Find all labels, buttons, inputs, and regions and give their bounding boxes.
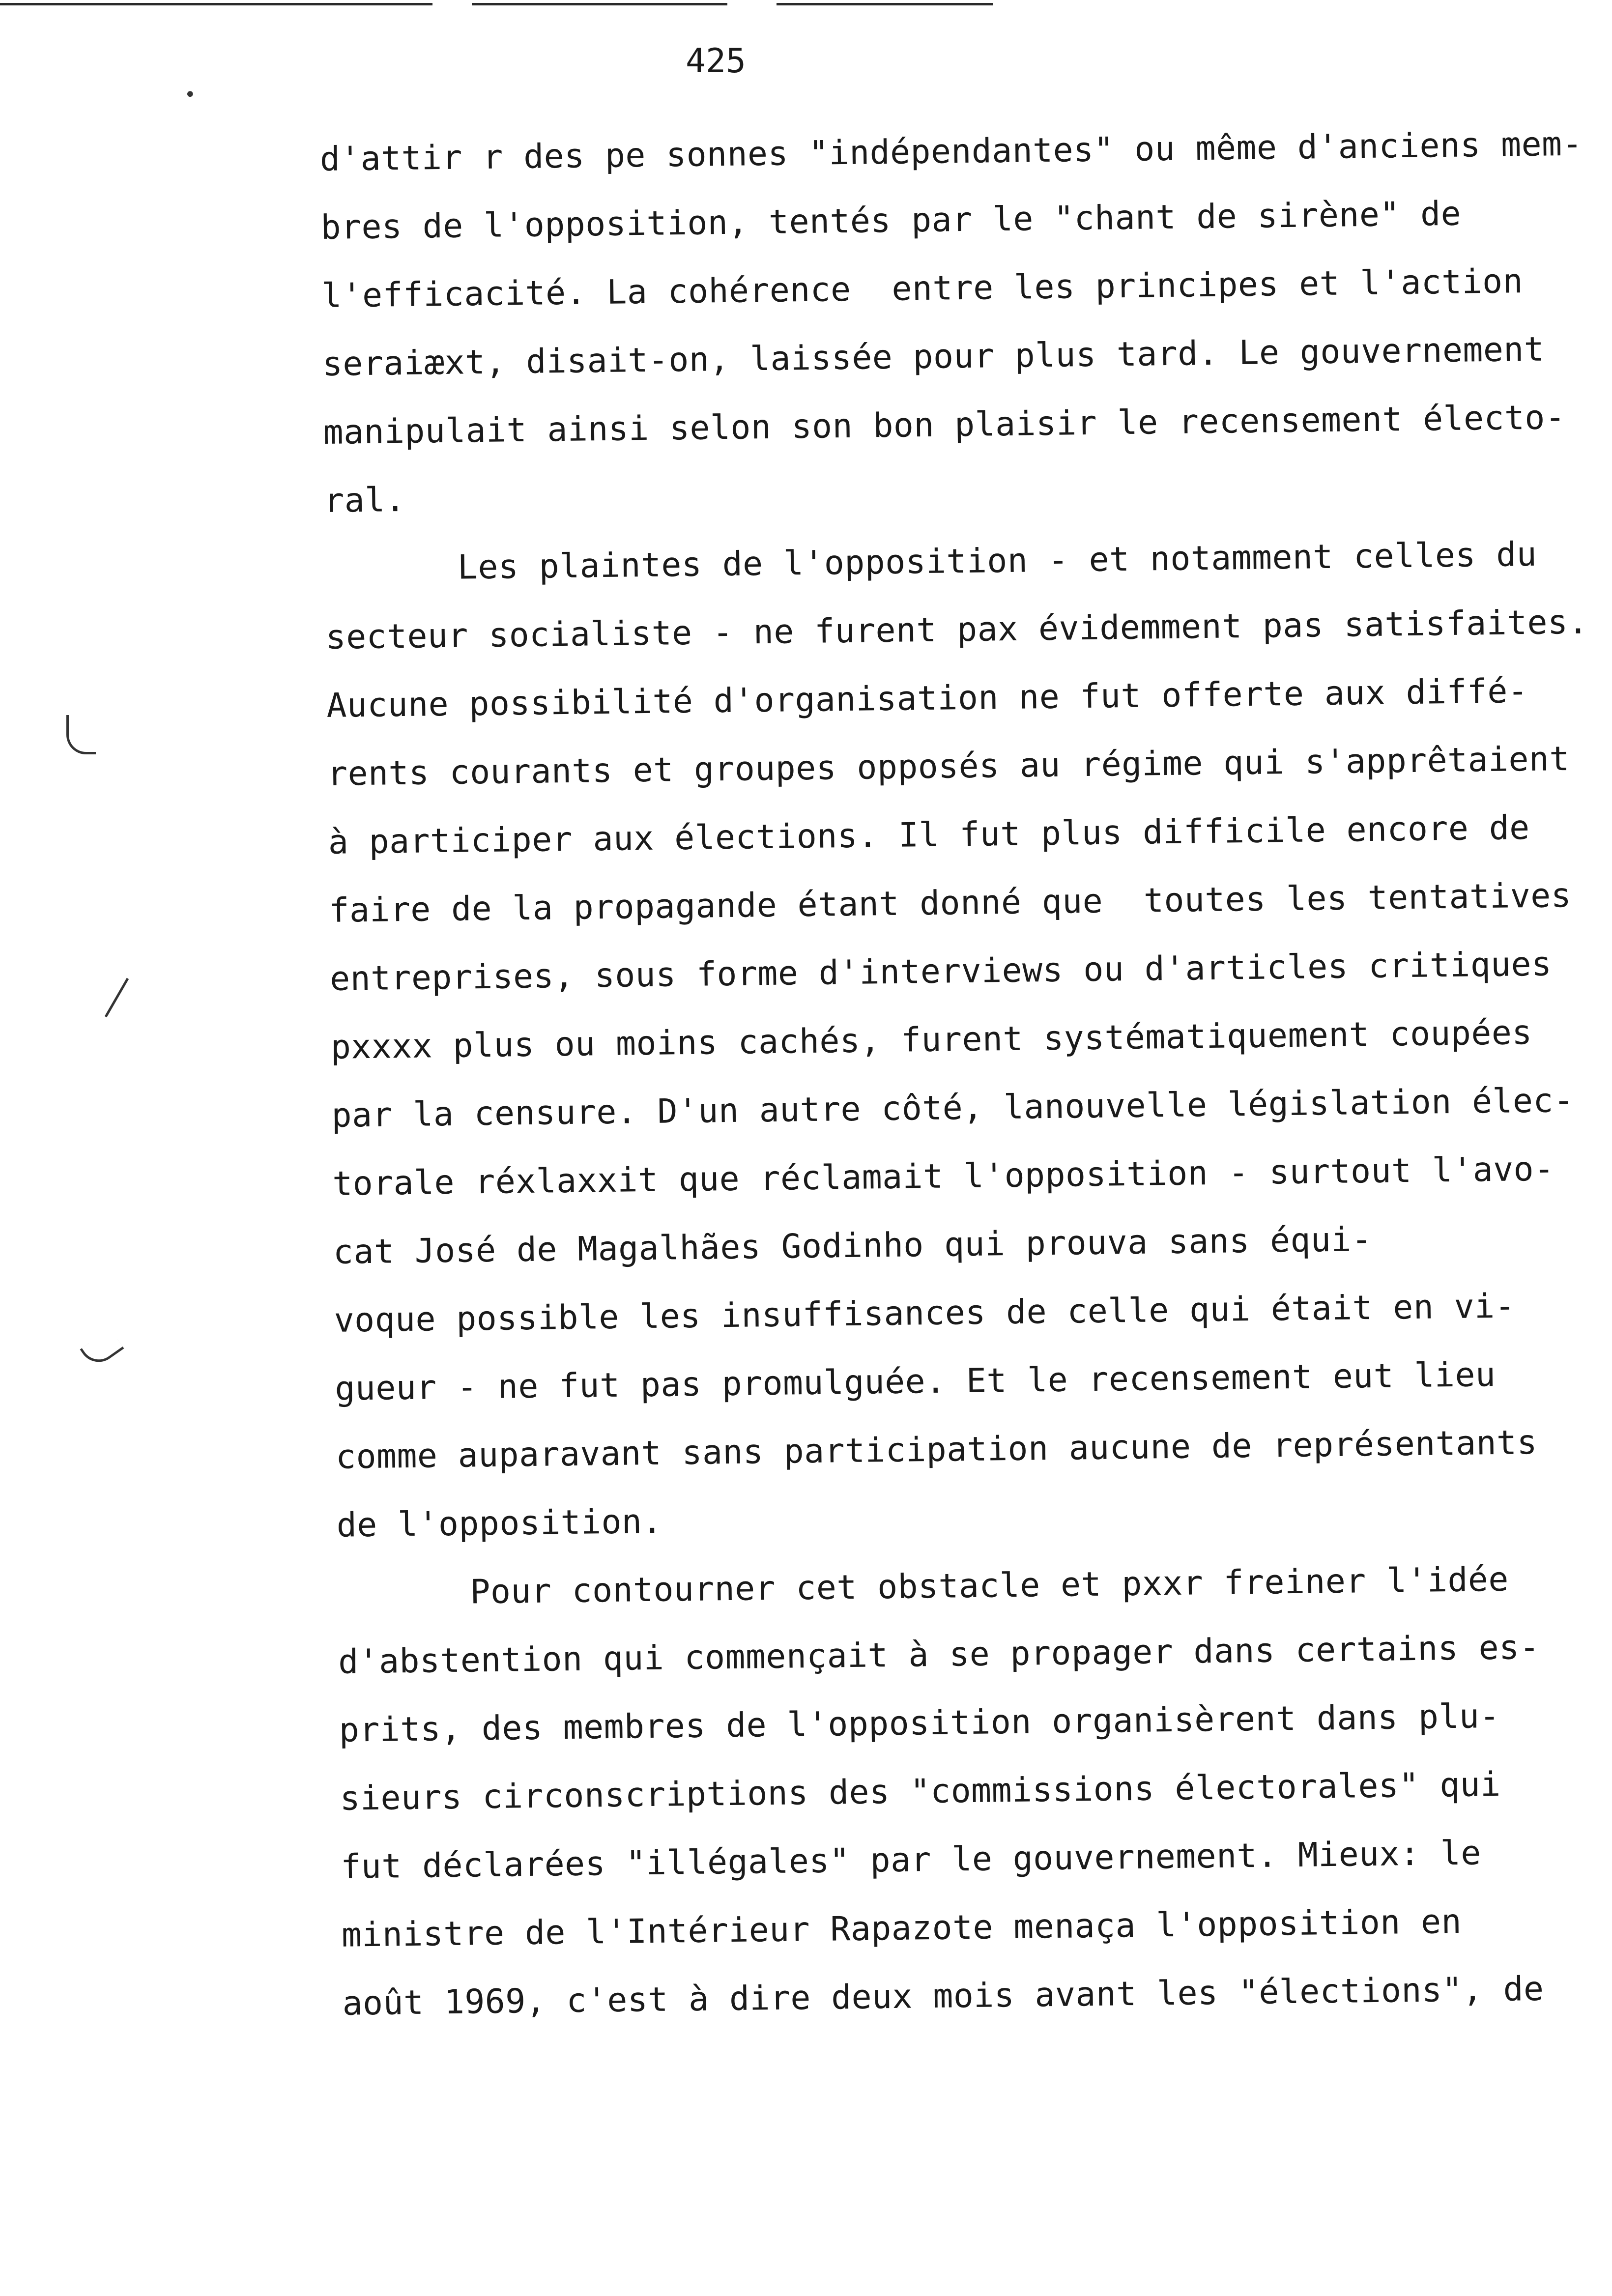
text-line: prits, des membres de l'opposition organisèrent dans plu- — [339, 1696, 1500, 1750]
top-rule — [777, 3, 993, 5]
text-line: faire de la propagande étant donné que toutes les tentatives — [329, 876, 1572, 930]
text-line: Aucune possibilité d'organisation ne fut offerte aux diffé- — [326, 672, 1528, 725]
text-line: gueur - ne fut pas promulguée. Et le recensement eut lieu — [334, 1355, 1496, 1408]
paragraph-2 — [324, 520, 1589, 1560]
text-line: comme auparavant sans participation aucune de représentants — [335, 1423, 1538, 1477]
text-line: pxxxx plus ou moins cachés, furent systématiquement coupées — [330, 1013, 1533, 1067]
paragraph-1 — [319, 110, 1583, 535]
text-line: Pour contourner cet obstacle et pxxr freiner l'idée — [470, 1560, 1509, 1612]
margin-stroke — [105, 978, 129, 1017]
top-rule — [472, 3, 727, 5]
text-line: à participer aux élections. Il fut plus difficile encore de — [328, 808, 1530, 862]
text-line: ministre de l'Intérieur Rapazote menaça l'opposition en — [341, 1902, 1462, 1955]
text-line: cat José de Magalhães Godinho qui prouva sans équi- — [333, 1220, 1372, 1272]
text-line: sieurs circonscriptions des "commissions électorales" qui — [340, 1765, 1501, 1818]
body-text — [319, 110, 1589, 2038]
text-line: bres de l'opposition, tentés par le "chant de sirène" de — [320, 194, 1462, 247]
margin-dot: • — [184, 84, 196, 106]
text-line: d'attir r des pe sonnes "indépendantes" ou même d'anciens mem- — [319, 124, 1583, 179]
text-line: d'abstention qui commençait à se propager dans certains es- — [338, 1628, 1540, 1682]
text-line: secteur socialiste - ne furent pax évidemment pas satisfaites. — [325, 603, 1589, 657]
text-line: entreprises, sous forme d'interviews ou d'articles critiques — [329, 945, 1552, 999]
top-rule — [0, 3, 432, 5]
text-line: de l'opposition. — [336, 1502, 663, 1545]
margin-bracket — [80, 1328, 124, 1370]
text-line: l'efficacité. La cohérence entre les principes et l'action — [321, 262, 1524, 316]
text-line: rents courants et groupes opposés au régime qui s'apprêtaient — [327, 740, 1570, 794]
text-line: août 1969, c'est à dire deux mois avant les "élections", de — [342, 1969, 1544, 2023]
page-number: 425 — [686, 42, 746, 81]
text-line: ral. — [323, 480, 406, 520]
text-line: seraiæxt, disait-on, laissée pour plus tard. Le gouvernement — [322, 330, 1545, 384]
text-line: fut déclarées "illégales" par le gouvernement. Mieux: le — [340, 1834, 1482, 1887]
margin-bracket — [66, 715, 96, 754]
text-line: torale réxlaxxit que réclamait l'opposition - surtout l'avo- — [332, 1149, 1554, 1204]
text-line: Les plaintes de l'opposition - et notamment celles du — [457, 535, 1537, 587]
text-line: par la censure. D'un autre côté, lanouvelle législation élec- — [331, 1081, 1574, 1135]
text-line: manipulait ainsi selon son bon plaisir le recensement électo- — [323, 398, 1566, 452]
text-line: voque possible les insuffisances de celle qui était en vi- — [334, 1287, 1516, 1340]
paragraph-3 — [337, 1545, 1582, 2038]
